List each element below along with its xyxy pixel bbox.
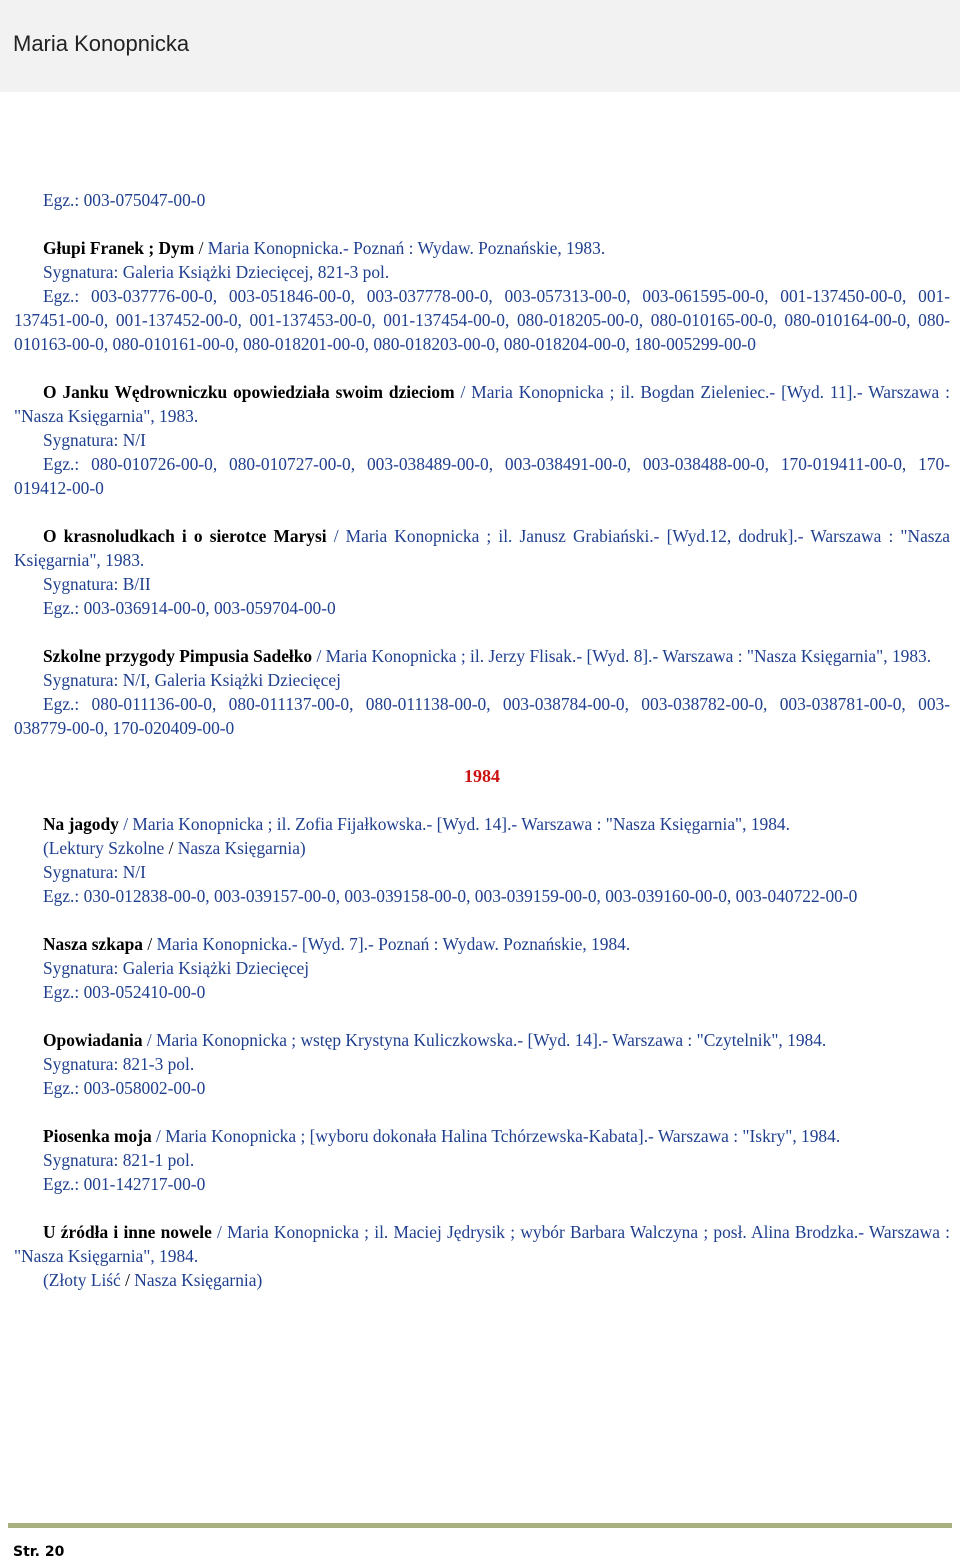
entry-details: / Maria Konopnicka ; il. Zofia Fijałkowska.- [Wyd. 14].- Warszawa : "Nasza Księgarnia", 1984. [118, 814, 790, 834]
entry-copies: Egz.: 001-142717-00-0 [43, 1174, 206, 1194]
entry-copies: Egz.: 080-010726-00-0, 080-010727-00-0, 003-038489-00-0, 003-038491-00-0, 003-038488-00-0, 170-019411-00-0, 170-019412-00-0 [14, 454, 950, 498]
entry-copies: Egz.: 003-037776-00-0, 003-051846-00-0, 003-037778-00-0, 003-057313-00-0, 003-061595-00-0, 001-137450-00-0, 001-137451-00-0, 001-137452-00-0, 001-137453-00-0, 001-137454-00-0, 080-018205-00-0, 080-010165-00-0, 080-010164-00-0, 080-010163-00-0, 080-010161-00-0, 080-018201-00-0, 080-018203-00-0, 080-018204-00-0, 180-005299-00-0 [14, 286, 950, 354]
bibliography-entry [14, 1220, 950, 1292]
series-publisher: Nasza Księgarnia) [173, 838, 306, 858]
entry-description [14, 236, 950, 260]
bibliography-entry [14, 932, 950, 1004]
entry-copies-continued [14, 188, 950, 212]
year-heading: 1984 [464, 766, 500, 786]
entry-copies: Egz.: 003-052410-00-0 [43, 982, 206, 1002]
entry-title: O Janku Wędrowniczku opowiedziała swoim dzieciom [43, 382, 455, 402]
entry-series [14, 836, 950, 860]
entry-copies: Egz.: 003-058002-00-0 [43, 1078, 206, 1098]
bibliography-entry [14, 812, 950, 908]
bibliography-entry [14, 644, 950, 740]
entry-details: / Maria Konopnicka ; [wyboru dokonała Halina Tchórzewska-Kabata].- Warszawa : "Iskry", 1984. [151, 1126, 841, 1146]
entry-slash: / [147, 934, 153, 954]
entry-description [14, 812, 950, 836]
entry-description [14, 932, 950, 956]
entry-copies: Egz.: 003-075047-00-0 [43, 190, 206, 210]
bibliography-list [14, 188, 950, 1316]
bibliography-entry [14, 1124, 950, 1196]
entry-signature: Sygnatura: 821-1 pol. [43, 1150, 195, 1170]
entry-signature: Sygnatura: N/I [43, 862, 146, 882]
entry-description [14, 524, 950, 572]
entry-copies: Egz.: 003-036914-00-0, 003-059704-00-0 [43, 598, 336, 618]
entry-title: Głupi Franek ; Dym [43, 238, 195, 258]
entry-signature: Sygnatura: B/II [43, 574, 151, 594]
entry-title: O krasnoludkach i o sierotce Marysi [43, 526, 327, 546]
entry-signature: Sygnatura: N/I, Galeria Książki Dziecięcej [43, 670, 341, 690]
bibliography-entry [14, 1028, 950, 1100]
entry-slash: / [198, 238, 204, 258]
entry-details: / Maria Konopnicka ; il. Janusz Grabiański.- [Wyd.12, dodruk].- Warszawa : "Nasza Księgarnia", 1983. [14, 526, 950, 570]
entry-title: Nasza szkapa [43, 934, 144, 954]
entry-description [14, 1028, 950, 1052]
entry-title: Opowiadania [43, 1030, 143, 1050]
footer-divider [8, 1523, 952, 1528]
entry-copies: Egz.: 030-012838-00-0, 003-039157-00-0, 003-039158-00-0, 003-039159-00-0, 003-039160-00-0, 003-040722-00-0 [43, 886, 858, 906]
entry-details: Maria Konopnicka.- [Wyd. 7].- Poznań : Wydaw. Poznańskie, 1984. [152, 934, 631, 954]
series-publisher: Nasza Księgarnia) [129, 1270, 263, 1290]
entry-signature: Sygnatura: Galeria Książki Dziecięcej [43, 958, 310, 978]
header-title: Maria Konopnicka [13, 31, 190, 56]
entry-signature: Sygnatura: Galeria Książki Dziecięcej, 821-3 pol. [43, 262, 390, 282]
series-name: (Lektury Szkolne [43, 838, 169, 858]
series-slash: / [125, 1270, 130, 1290]
bibliography-entry [14, 236, 950, 356]
series-name: (Złoty Liść [43, 1270, 126, 1290]
entry-copies: Egz.: 080-011136-00-0, 080-011137-00-0, 080-011138-00-0, 003-038784-00-0, 003-038782-00-0, 003-038781-00-0, 003-038779-00-0, 170-020409-00-0 [14, 694, 950, 738]
page-header [0, 0, 960, 92]
entry-details: Maria Konopnicka.- Poznań : Wydaw. Poznańskie, 1983. [203, 238, 606, 258]
entry-title: Szkolne przygody Pimpusia Sadełko [43, 646, 313, 666]
series-slash: / [168, 838, 174, 858]
entry-title: U źródła i inne nowele [43, 1222, 212, 1242]
entry-details: / Maria Konopnicka ; il. Jerzy Flisak.- [Wyd. 8].- Warszawa : "Nasza Księgarnia", 1983. [312, 646, 932, 666]
entry-description [14, 1124, 950, 1148]
entry-title: Piosenka moja [43, 1126, 152, 1146]
entry-signature: Sygnatura: N/I [43, 430, 146, 450]
entry-series [14, 1268, 950, 1292]
bibliography-entry [14, 380, 950, 500]
entry-title: Na jagody [43, 814, 119, 834]
page-number: Str. 20 [13, 1544, 65, 1560]
entry-details: / Maria Konopnicka ; wstęp Krystyna Kuliczkowska.- [Wyd. 14].- Warszawa : "Czytelnik", 1984. [142, 1030, 827, 1050]
entry-description [14, 380, 950, 428]
entry-details: / Maria Konopnicka ; il. Bogdan Zieleniec.- [Wyd. 11].- Warszawa : "Nasza Księgarnia", 1983. [14, 382, 950, 426]
bibliography-entry [14, 524, 950, 620]
entry-details: / Maria Konopnicka ; il. Maciej Jędrysik ; wybór Barbara Walczyna ; posł. Alina Brodzka.- Warszawa : "Nasza Księgarnia", 1984. [14, 1222, 951, 1266]
entry-signature: Sygnatura: 821-3 pol. [43, 1054, 195, 1074]
entry-description [14, 644, 950, 668]
entry-description [14, 1220, 950, 1268]
